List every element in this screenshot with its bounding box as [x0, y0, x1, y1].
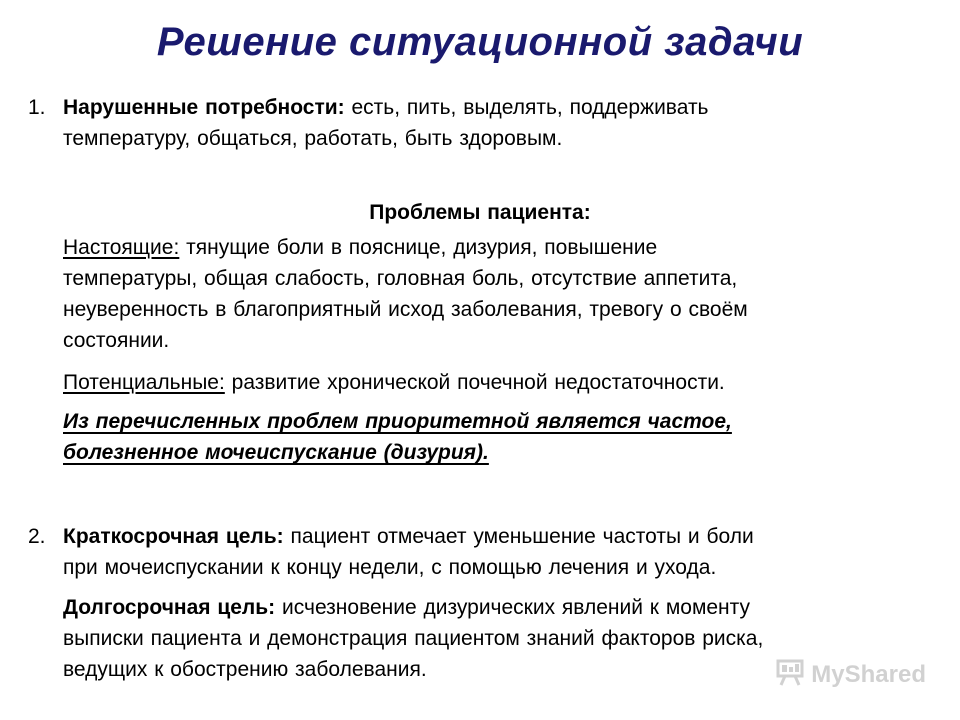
section-1-text-2: температуру, общаться, работать, быть здоровым.: [63, 127, 563, 150]
section-2-text-2: при мочеиспускании к концу недели, с помощью лечения и ухода.: [63, 556, 717, 579]
priority-line-2: болезненное мочеиспускание (дизурия).: [63, 441, 489, 464]
potential-label: Потенциальные:: [63, 371, 225, 394]
watermark-text: MyShared: [811, 660, 926, 688]
longterm-text-1: исчезновение дизурических явлений к моменту: [275, 596, 751, 619]
presentation-board-icon: [775, 657, 805, 692]
current-text-4: состоянии.: [63, 329, 170, 352]
longterm-text-3: ведущих к обострению заболевания.: [63, 658, 427, 681]
section-2-number: 2.: [28, 525, 46, 548]
current-line-1: [63, 232, 903, 263]
priority-line-1: Из перечисленных проблем приоритетной является частое,: [63, 410, 732, 433]
longterm-lead: Долгосрочная цель:: [63, 596, 276, 619]
watermark: [775, 657, 926, 692]
section-1-line-1: [63, 92, 903, 123]
current-text-2: температуры, общая слабость, головная боль, отсутствие аппетита,: [63, 267, 738, 290]
longterm-line-1: [63, 592, 903, 623]
potential-problems: [63, 367, 903, 398]
current-label: Настоящие:: [63, 236, 180, 259]
section-2-lead: Краткосрочная цель:: [63, 525, 284, 548]
section-1-lead: Нарушенные потребности:: [63, 96, 345, 119]
section-2-body: [63, 521, 903, 583]
current-text-1: тянущие боли в пояснице, дизурия, повышение: [179, 236, 658, 259]
priority-problem: [63, 406, 903, 468]
potential-text: развитие хронической почечной недостаточности.: [224, 371, 725, 394]
longterm-text-2: выписки пациента и демонстрация пациентом знаний факторов риска,: [63, 627, 764, 650]
section-1-body: [63, 92, 903, 154]
problems-heading: Проблемы пациента:: [369, 201, 591, 224]
slide-title: Решение ситуационной задачи: [156, 20, 804, 64]
section-2-text-1: пациент отмечает уменьшение частоты и боли: [283, 525, 754, 548]
section-1-text-1: есть, пить, выделять, поддерживать: [344, 96, 709, 119]
current-text-3: неуверенность в благоприятный исход заболевания, тревогу о своём: [63, 298, 748, 321]
section-1-number: 1.: [28, 96, 46, 119]
current-problems: [63, 232, 903, 356]
section-2-line-1: [63, 521, 903, 552]
